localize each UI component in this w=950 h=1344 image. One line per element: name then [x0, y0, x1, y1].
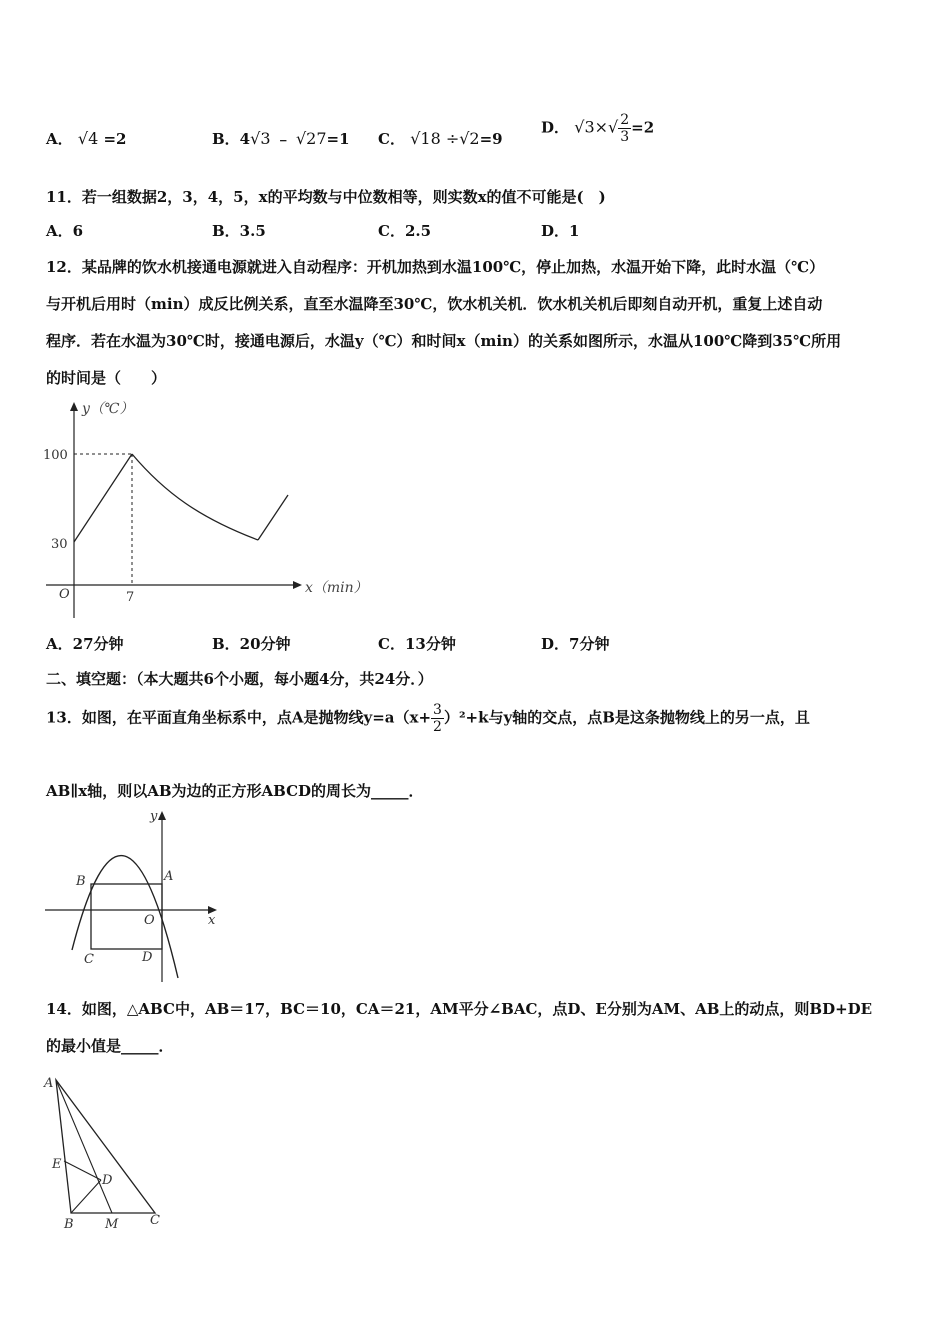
- q12-heating-segment: [74, 454, 132, 542]
- q14-triangle-figure: [42, 1072, 170, 1234]
- q10-option-b: B．4√3 ﹣ √27=1: [212, 129, 350, 148]
- q10-option-a: A． √4 =2: [46, 129, 127, 148]
- q12-tick-100: 100: [43, 448, 68, 463]
- q14-point-e: E: [52, 1157, 62, 1172]
- q10-c-expr: √18 ÷√2: [410, 129, 480, 148]
- q12-y-arrow: [70, 402, 78, 411]
- q14-point-c: C: [150, 1213, 160, 1228]
- q10-d-expr1: √3: [574, 117, 595, 137]
- q12-temperature-graph: [40, 398, 368, 620]
- q14-point-b: B: [64, 1217, 74, 1232]
- q13-parabola-figure: [42, 808, 222, 984]
- q11-option-d: D．1: [541, 222, 580, 240]
- q14-point-a: A: [44, 1076, 54, 1091]
- q12-tick-7: 7: [126, 590, 135, 605]
- q13-point-a: A: [164, 869, 174, 884]
- q14-triangle-abc: [56, 1080, 155, 1213]
- q12-x-arrow: [293, 581, 302, 589]
- q10-b-expr2: √27: [295, 129, 327, 148]
- q13-origin: O: [144, 913, 155, 928]
- q12-cooling-curve: [132, 454, 258, 540]
- section2-heading: 二、填空题：（本大题共6个小题，每小题4分，共24分．）: [46, 670, 433, 688]
- q13-point-c: C: [84, 952, 94, 967]
- q11-option-a: A．6: [46, 222, 84, 240]
- q12-tick-30: 30: [51, 537, 68, 552]
- q10-a-expr: √4: [77, 129, 99, 148]
- q12-line1: 12．某品牌的饮水机接通电源就进入自动程序：开机加热到水温100℃，停止加热，水温开始下降，此时水温（℃）: [46, 258, 825, 276]
- q11-stem: 11．若一组数据2，3，4，5，x的平均数与中位数相等，则实数x的值不可能是( ): [46, 188, 606, 206]
- q12-option-d: D．7分钟: [541, 635, 610, 653]
- q12-origin: O: [59, 587, 70, 602]
- q14-point-d: D: [102, 1173, 113, 1188]
- q13-y-label: y: [150, 809, 158, 824]
- q13-line2: AB∥x轴，则以AB为边的正方形ABCD的周长为_____．: [46, 782, 424, 800]
- q14-line1: 14．如图，△ABC中，AB＝17，BC＝10，CA＝21，AM平分∠BAC，点D、E分别为AM、AB上的动点，则BD+DE: [46, 1000, 873, 1018]
- q14-segment-am: [56, 1080, 112, 1213]
- q10-option-c: C． √18 ÷√2=9: [378, 129, 503, 148]
- q13-point-d: D: [142, 950, 153, 965]
- q14-point-m: M: [105, 1217, 119, 1232]
- q10-d-fraction: $\frac{2}{3}$: [620, 112, 630, 145]
- q13-y-arrow: [158, 811, 166, 820]
- q12-option-c: C．13分钟: [378, 635, 456, 653]
- q13-point-b: B: [76, 874, 86, 889]
- q11-option-b: B．3.5: [212, 222, 266, 240]
- q10-b-expr1: √3: [250, 129, 271, 148]
- q12-x-label: x（min）: [305, 580, 368, 596]
- q13-x-label: x: [208, 913, 216, 928]
- q12-reheat-segment: [258, 495, 288, 540]
- q13-fraction: $\frac{3}{2}$: [433, 702, 442, 735]
- q12-line2: 与开机后用时（min）成反比例关系，直至水温降至30℃，饮水机关机．饮水机关机后即刻自动开机，重复上述自动: [46, 295, 823, 313]
- q11-option-c: C．2.5: [378, 222, 432, 240]
- q14-segment-bd: [71, 1180, 101, 1213]
- q13-line1: 13．如图，在平面直角坐标系中，点A是抛物线y=a（x+ $\frac{3}{2}$ ）²+k与y轴的交点，点B是这条抛物线上的另一点，且: [46, 702, 810, 735]
- q12-line3: 程序．若在水温为30℃时，接通电源后，水温y（℃）和时间x（min）的关系如图所示，水温从100℃降到35℃所用: [46, 332, 842, 350]
- q12-option-b: B．20分钟: [212, 635, 291, 653]
- q12-option-a: A．27分钟: [46, 635, 124, 653]
- q14-line2: 的最小值是_____．: [46, 1037, 174, 1055]
- q12-line4: 的时间是（ ）: [46, 369, 167, 387]
- q12-y-label: y（℃）: [82, 401, 134, 417]
- q10-option-d: D． √3×√ $\frac{2}{3}$ =2: [541, 112, 655, 145]
- q14-segment-de: [64, 1161, 101, 1180]
